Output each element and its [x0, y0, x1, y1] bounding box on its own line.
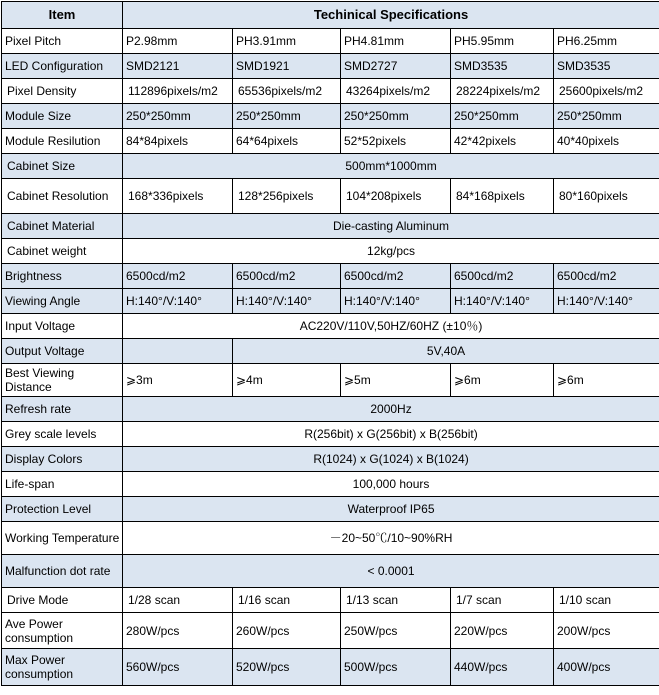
- cell: 104*208pixels: [341, 179, 451, 214]
- table-row: [2, 364, 659, 397]
- cell: 260W/pcs: [233, 613, 341, 649]
- table-row: [2, 447, 659, 472]
- cell: 1/28 scan: [123, 588, 233, 613]
- cell: H:140°/V:140°: [233, 289, 341, 314]
- spec-table: [1, 1, 659, 686]
- table-row: [2, 79, 659, 104]
- table-row: [2, 54, 659, 79]
- cell: 500W/pcs: [341, 649, 451, 686]
- cell: 520W/pcs: [233, 649, 341, 686]
- table-row: [2, 239, 659, 264]
- cell: 168*336pixels: [123, 179, 233, 214]
- cell: 6500cd/m2: [123, 264, 233, 289]
- table-row: [2, 314, 659, 339]
- cell: 200W/pcs: [554, 613, 659, 649]
- cell: ⩾3m: [123, 364, 233, 397]
- row-label: Viewing Angle: [2, 289, 123, 314]
- cell: 1/13 scan: [341, 588, 451, 613]
- row-label: LED Configuration: [2, 54, 123, 79]
- row-label: Cabinet Size: [2, 154, 123, 179]
- cell: 43264pixels/m2: [341, 79, 451, 104]
- cell: SMD3535: [554, 54, 659, 79]
- cell: 1/10 scan: [554, 588, 659, 613]
- table-row: [2, 397, 659, 422]
- cell: 1/16 scan: [233, 588, 341, 613]
- cell: 128*256pixels: [233, 179, 341, 214]
- cell: ⩾6m: [451, 364, 554, 397]
- cell: 42*42pixels: [451, 129, 554, 154]
- row-label: Cabinet weight: [2, 239, 123, 264]
- cell: 40*40pixels: [554, 129, 659, 154]
- cell-span: －20~50℃/10~90%RH: [123, 522, 659, 555]
- table-row: [2, 154, 659, 179]
- table-row: [2, 179, 659, 214]
- cell-span: < 0.0001: [123, 555, 659, 588]
- row-label: Malfunction dot rate: [2, 555, 123, 588]
- table-row: [2, 497, 659, 522]
- table-row: [2, 472, 659, 497]
- cell: P2.98mm: [123, 29, 233, 54]
- cell-empty: [123, 339, 233, 364]
- row-label: Pixel Pitch: [2, 29, 123, 54]
- row-label: Module Resilution: [2, 129, 123, 154]
- cell: SMD2727: [341, 54, 451, 79]
- row-label: Working Temperature: [2, 522, 123, 555]
- table-row: [2, 339, 659, 364]
- cell: SMD1921: [233, 54, 341, 79]
- cell: PH6.25mm: [554, 29, 659, 54]
- row-label: Drive Mode: [2, 588, 123, 613]
- cell: 6500cd/m2: [451, 264, 554, 289]
- cell-span: R(1024) x G(1024) x B(1024): [123, 447, 659, 472]
- cell: 440W/pcs: [451, 649, 554, 686]
- table-row: [2, 613, 659, 649]
- cell-span: Waterproof IP65: [123, 497, 659, 522]
- row-label: Input Voltage: [2, 314, 123, 339]
- header-row: [2, 2, 659, 29]
- row-label: Grey scale levels: [2, 422, 123, 447]
- row-label: Module Size: [2, 104, 123, 129]
- cell-span: R(256bit) x G(256bit) x B(256bit): [123, 422, 659, 447]
- table-row: [2, 29, 659, 54]
- cell: SMD3535: [451, 54, 554, 79]
- cell: 400W/pcs: [554, 649, 659, 686]
- row-label: Refresh rate: [2, 397, 123, 422]
- row-label: Display Colors: [2, 447, 123, 472]
- row-label: Output Voltage: [2, 339, 123, 364]
- row-label: Max Power consumption: [2, 649, 123, 686]
- cell: 250*250mm: [233, 104, 341, 129]
- table-row: [2, 264, 659, 289]
- cell: PH4.81mm: [341, 29, 451, 54]
- table-row: [2, 588, 659, 613]
- cell: 112896pixels/m2: [123, 79, 233, 104]
- cell: 6500cd/m2: [233, 264, 341, 289]
- row-label: Cabinet Material: [2, 214, 123, 239]
- cell-span: 5V,40A: [233, 339, 659, 364]
- cell: 6500cd/m2: [341, 264, 451, 289]
- cell-span: 500mm*1000mm: [123, 154, 659, 179]
- row-label: Cabinet Resolution: [2, 179, 123, 214]
- cell: 1/7 scan: [451, 588, 554, 613]
- cell: 80*160pixels: [554, 179, 659, 214]
- table-row: [2, 522, 659, 555]
- table-row: [2, 289, 659, 314]
- cell: PH5.95mm: [451, 29, 554, 54]
- cell: 64*64pixels: [233, 129, 341, 154]
- cell: 28224pixels/m2: [451, 79, 554, 104]
- cell-span: 2000Hz: [123, 397, 659, 422]
- cell-span: Die-casting Aluminum: [123, 214, 659, 239]
- cell: 84*168pixels: [451, 179, 554, 214]
- cell: 220W/pcs: [451, 613, 554, 649]
- row-label: Protection Level: [2, 497, 123, 522]
- row-label: Brightness: [2, 264, 123, 289]
- cell: H:140°/V:140°: [554, 289, 659, 314]
- cell: ⩾6m: [554, 364, 659, 397]
- header-item: Item: [2, 2, 123, 29]
- table-row: [2, 129, 659, 154]
- cell: 250*250mm: [451, 104, 554, 129]
- row-label: Pixel Density: [2, 79, 123, 104]
- cell: H:140°/V:140°: [341, 289, 451, 314]
- cell: 560W/pcs: [123, 649, 233, 686]
- cell: ⩾5m: [341, 364, 451, 397]
- cell: 84*84pixels: [123, 129, 233, 154]
- cell: 250*250mm: [341, 104, 451, 129]
- cell: H:140°/V:140°: [123, 289, 233, 314]
- cell-span: 12kg/pcs: [123, 239, 659, 264]
- table-row: [2, 104, 659, 129]
- cell: 250*250mm: [554, 104, 659, 129]
- cell-span: 100,000 hours: [123, 472, 659, 497]
- cell: ⩾4m: [233, 364, 341, 397]
- table-row: [2, 422, 659, 447]
- header-spec: Techinical Specifications: [123, 2, 659, 29]
- cell: SMD2121: [123, 54, 233, 79]
- row-label: Best Viewing Distance: [2, 364, 123, 397]
- cell: H:140°/V:140°: [451, 289, 554, 314]
- cell: 250*250mm: [123, 104, 233, 129]
- table-row: [2, 214, 659, 239]
- row-label: Ave Power consumption: [2, 613, 123, 649]
- table-row: [2, 649, 659, 686]
- cell: 65536pixels/m2: [233, 79, 341, 104]
- table-row: [2, 555, 659, 588]
- cell: 25600pixels/m2: [554, 79, 659, 104]
- cell: 52*52pixels: [341, 129, 451, 154]
- row-label: Life-span: [2, 472, 123, 497]
- cell: PH3.91mm: [233, 29, 341, 54]
- cell: 6500cd/m2: [554, 264, 659, 289]
- cell-span: AC220V/110V,50HZ/60HZ (±10％): [123, 314, 659, 339]
- cell: 280W/pcs: [123, 613, 233, 649]
- cell: 250W/pcs: [341, 613, 451, 649]
